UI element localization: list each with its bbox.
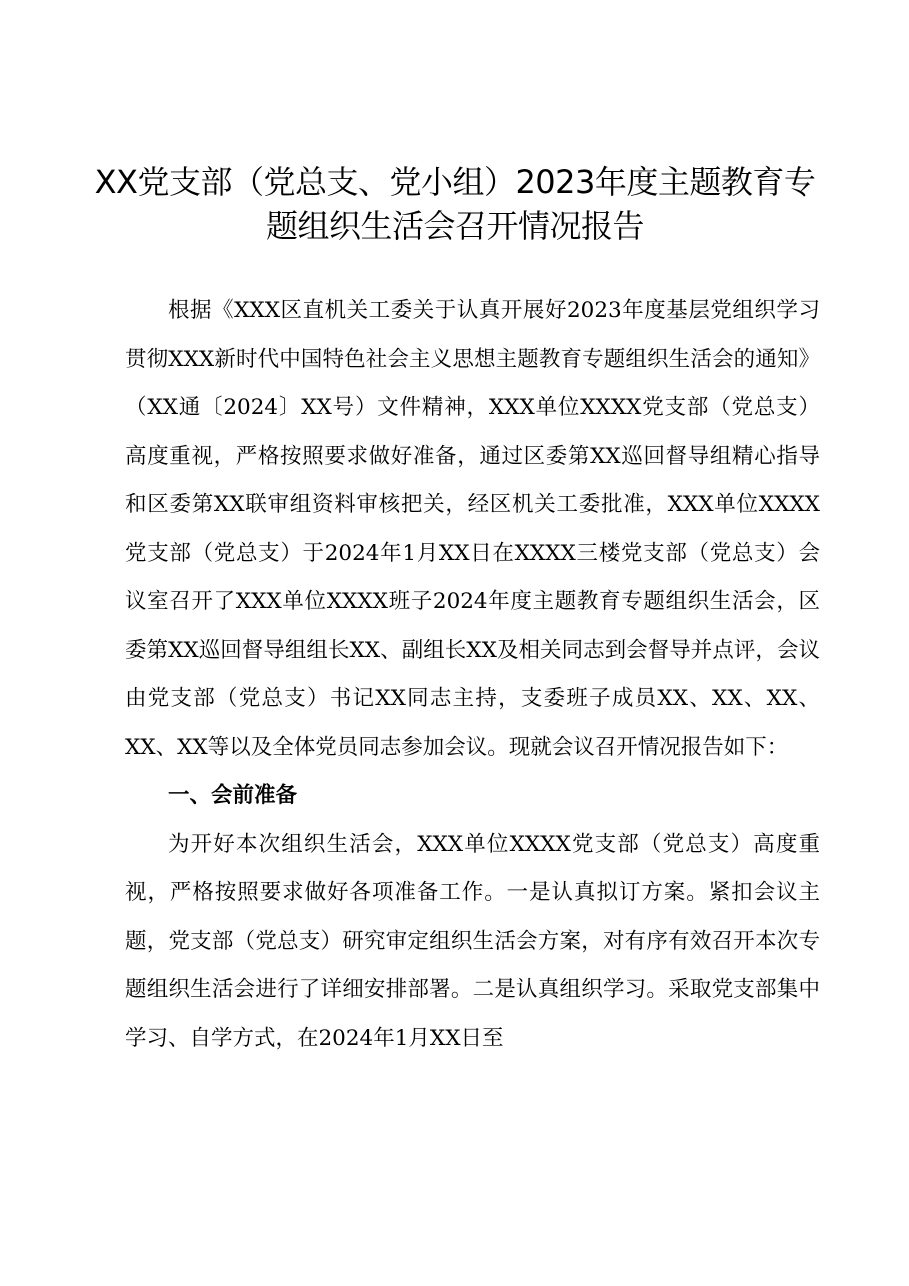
paragraph-intro: 根据《XXX区直机关工委关于认真开展好2023年度基层党组织学习贯彻XXX新时代中国特色社会主义思想主题教育专题组织生活会的通知》（XX通〔2024〕XX号）文件精神，XXX单位XXXX党支部（党总支）高度重视，严格按照要求做好准备，通过区委第XX巡回督导组精心指导和区委第XX联审组资料审核把关，经区机关工委批准，XXX单位XXXX党支部（党总支）于2024年1月XX日在XXXX三楼党支部（党总支）会议室召开了XXX单位XXXX班子2024年度主题教育专题组织生活会，区委第XX巡回督导组组长XX、副组长XX及相关同志到会督导并点评，会议由党支部（党总支）书记XX同志主持，支委班子成员XX、XX、XX、XX、XX等以及全体党员同志参加会议。现就会议召开情况报告如下：	[125, 298, 820, 760]
document-body	[125, 287, 820, 1063]
paragraph-preparation: 为开好本次组织生活会，XXX单位XXXX党支部（党总支）高度重视，严格按照要求做好各项准备工作。一是认真拟订方案。紧扣会议主题，党支部（党总支）研究审定组织生活会方案，对有序有效召开本次专题组织生活会进行了详细安排部署。二是认真组织学习。采取党支部集中学习、自学方式，在2024年1月XX日至	[125, 831, 820, 1051]
document-title: XX党支部（党总支、党小组）2023年度主题教育专题组织生活会召开情况报告	[94, 163, 816, 245]
section-heading-preparation: 一、会前准备	[168, 783, 298, 808]
